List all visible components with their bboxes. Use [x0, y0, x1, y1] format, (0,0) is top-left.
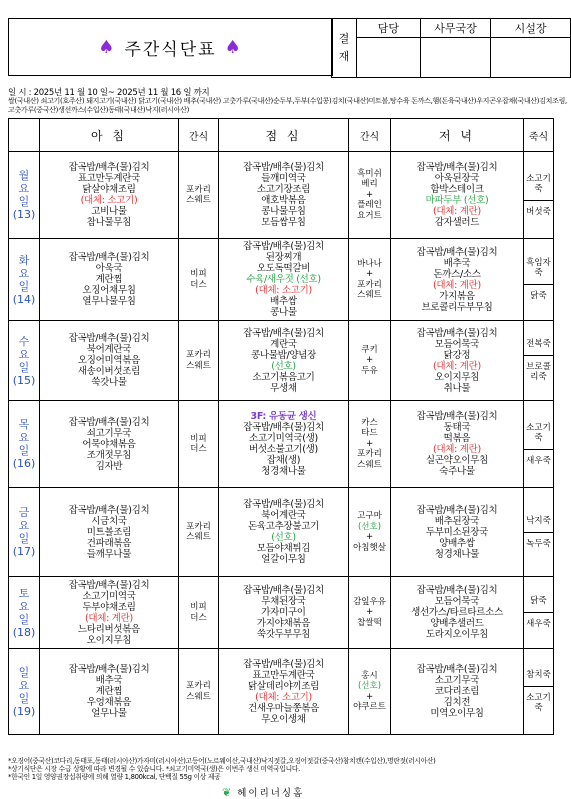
menu-item: 야쿠르트: [353, 702, 386, 712]
snack-pm-cell: [349, 401, 391, 488]
menu-item: 배추국: [443, 257, 471, 269]
menu-item: +: [365, 269, 374, 279]
menu-item: 들깨미역국: [261, 173, 306, 184]
menu-item: 쑥갓나물: [91, 377, 127, 388]
menu-item: 콩나물무침: [261, 206, 306, 217]
col-lunch: 점 심: [219, 119, 349, 152]
menu-item: 버섯소불고기(생): [249, 444, 318, 455]
menu-item: (선호): [271, 532, 296, 543]
snack-am-cell: [179, 488, 219, 577]
lunch-cell: [219, 577, 349, 649]
sign-box: [420, 38, 490, 78]
menu-item: 아욱국: [95, 263, 123, 274]
day-label-char: 요: [18, 599, 30, 613]
menu-item: 잡채(생): [266, 455, 301, 466]
porridge-item: 낙지죽: [526, 515, 551, 526]
lunch-cell: [219, 401, 349, 488]
menu-item: 얼무나물: [91, 708, 127, 719]
menu-item: 잡곡밥/배추(물)김치: [416, 664, 498, 675]
day-label-char: 일: [18, 279, 30, 293]
menu-item: 포카리: [357, 449, 382, 460]
menu-item: 소고기무국: [434, 675, 480, 686]
menu-day-row: [9, 239, 554, 321]
menu-item: 타드: [361, 428, 378, 439]
menu-item: 시금치국: [91, 515, 127, 527]
menu-item: 찹쌀떡: [357, 617, 382, 628]
footnote: *오징어(중국산)코다리,동태포,동태(러시아산)가자미(러시아산)고등어(노르웨이산,국내산)낙지젓갈,오징어젓갈(중국산)참치캔(수입산),명란젓(러시아산): [8, 757, 436, 765]
menu-item: 모듬어묵국: [434, 338, 480, 350]
breakfast-cell: [40, 649, 179, 735]
menu-item: 함박스테이크: [430, 184, 484, 195]
menu-item: +: [365, 532, 374, 542]
lunch-cell: [219, 239, 349, 321]
porridge-item: 소고기죽: [526, 693, 551, 713]
menu-item: 소고기장조림: [256, 184, 311, 195]
approver-secretary: 사무국장: [420, 19, 490, 38]
menu-item: (대체: 소고기): [255, 691, 312, 703]
approver-director: 시설장: [491, 19, 571, 38]
menu-item: 북어계란국: [86, 344, 132, 355]
snack-pm-cell: [349, 239, 391, 321]
breakfast-cell: [40, 401, 179, 488]
snack-am-cell: [179, 401, 219, 488]
menu-item: 수육/새우젓 (선호): [246, 274, 321, 285]
snack-pm-cell: [349, 321, 391, 401]
day-label: [9, 649, 40, 735]
day-label-char: 월: [18, 169, 30, 182]
menu-item: 느타리버섯볶음: [77, 623, 141, 635]
snack-item: 스웨트: [186, 532, 211, 542]
menu-item: 감자샐러드: [434, 217, 480, 228]
dinner-cell: [391, 649, 524, 735]
menu-item: 두부미소된장국: [425, 526, 489, 538]
porridge-item: 닭죽: [530, 596, 547, 606]
day-label: [9, 577, 40, 649]
menu-item: 우엉채볶음: [86, 697, 132, 708]
menu-item: (선호): [357, 521, 382, 532]
menu-item: 잡곡밥/배추(물)김치: [416, 411, 498, 422]
breakfast-cell: [40, 152, 179, 239]
day-label: [9, 488, 40, 577]
menu-item: 잡곡밥/배추(물)김치: [243, 327, 324, 339]
snack-item: 더스: [190, 444, 207, 454]
menu-item: 표고만두계란국: [77, 173, 141, 184]
menu-item: 오도독떡갈비: [256, 263, 311, 274]
menu-item: 잡곡밥/배추(물)김치: [243, 499, 324, 510]
menu-item: 떡볶음: [443, 433, 471, 444]
menu-item: 열무나물무침: [82, 296, 136, 307]
menu-item: 닭강정: [443, 349, 471, 361]
origin-text: 쌀(국내산) 쇠고기(호주산) 돼지고기(국내산) 닭고기(국내산) 배추(국내산) 고춧가루(국내산)순두부,두부(수입콩)김치(국내산)미트볼,탕수육 돈까스,햄(돈육국내산)우지곤우잡채(국내산)김치조림,고춧가루(중국산)생선까스(수입산)동태(국내산)낙지(러시아산): [8, 97, 567, 114]
title-box: [8, 18, 333, 76]
day-label-char: 일: [18, 360, 30, 374]
menu-item: 스웨트: [357, 290, 382, 300]
menu-item: (대체: 계란): [433, 279, 481, 291]
col-breakfast: 아 침: [40, 119, 179, 152]
porridge-item: 전복죽: [526, 339, 551, 349]
snack-pm-cell: [349, 152, 391, 239]
menu-item: 포카리: [357, 279, 382, 290]
menu-item: 잡곡밥/배추(물)김치: [68, 162, 150, 173]
menu-item: 동태국: [443, 422, 471, 433]
menu-item: 플레인: [357, 200, 382, 211]
porridge-cell: [524, 401, 554, 488]
corner-cell: [9, 119, 40, 152]
menu-item: 잡곡밥/배추(물)김치: [243, 658, 324, 670]
menu-item: 코다리조림: [434, 686, 480, 697]
day-label: [9, 152, 40, 239]
footnote: *상기식단은 시장 수급 상황에 따라 변경될 수 있습니다. *쇠고기미역국(생)은 이번주 생신 미역국입니다.: [8, 765, 300, 773]
snack-am-cell: [179, 321, 219, 401]
menu-item: 가자미구이: [261, 607, 306, 618]
menu-item: 두유: [361, 365, 378, 376]
menu-item: 돈까스/소스: [433, 268, 481, 280]
menu-item: 청경채나물: [434, 548, 480, 560]
menu-item: 계란국: [270, 338, 297, 350]
menu-item: 스웨트: [357, 459, 382, 470]
day-label-char: 요: [18, 347, 30, 361]
menu-day-row: [9, 401, 554, 488]
snack-pm-cell: [349, 649, 391, 735]
menu-item: (대체: 소고기): [255, 285, 312, 296]
day-label-char: 일: [18, 691, 30, 705]
menu-item: 쑥갓두부무침: [256, 629, 311, 640]
porridge-item: 새우죽: [526, 619, 551, 629]
day-label-char: 요: [18, 431, 30, 444]
menu-item: 계란찜: [95, 686, 123, 697]
porridge-cell: [524, 577, 554, 649]
leaf-logo-icon: ❦: [222, 785, 234, 799]
menu-day-row: [9, 577, 554, 649]
menu-item: (대체: 계란): [433, 206, 481, 217]
day-label-char: 요: [18, 519, 30, 532]
menu-day-row: [9, 488, 554, 577]
menu-item: 잡곡밥/배추(물)김치: [243, 241, 324, 252]
menu-item: 아욱된장국: [434, 173, 480, 184]
menu-header-row: [9, 119, 554, 152]
menu-item: 김치전: [443, 697, 471, 708]
menu-item: 실곤약오이무침: [425, 455, 489, 466]
menu-item: 소고기미역국: [82, 590, 136, 602]
menu-item: 잡곡밥/배추(물)김치: [68, 416, 150, 428]
approver-staff: 담당: [356, 19, 420, 38]
menu-table: [8, 118, 554, 735]
menu-item: 건새우마늘쫑볶음: [247, 702, 320, 714]
menu-item: 잡곡밥/배추(물)김치: [243, 585, 324, 596]
dinner-cell: [391, 321, 524, 401]
menu-item: 취나물: [443, 382, 471, 394]
breakfast-cell: [40, 488, 179, 577]
menu-item: 배추쌈: [270, 296, 297, 307]
day-label-char: (13): [12, 208, 36, 221]
menu-item: 잡곡밥/배추(물)김치: [68, 664, 150, 675]
menu-item: 들깨무나물: [86, 548, 132, 560]
porridge-item: 흑임자죽: [526, 258, 551, 278]
menu-item: 잡곡밥/배추(물)김치: [416, 327, 498, 339]
day-label-char: (17): [12, 545, 36, 558]
menu-item: 고구마: [357, 511, 382, 521]
porridge-item: 버섯죽: [526, 206, 551, 217]
menu-item: 계란찜: [95, 274, 123, 285]
day-label-char: (15): [12, 373, 36, 387]
day-label: [9, 239, 40, 321]
menu-item: 모듬야채튀김: [256, 543, 311, 554]
day-label-char: 수: [18, 334, 30, 348]
menu-item: 감잎우유: [353, 596, 386, 607]
menu-item: 바나나: [357, 258, 382, 269]
breakfast-cell: [40, 239, 179, 321]
menu-item: 새송이버섯조림: [77, 366, 141, 377]
snack-am-cell: [179, 239, 219, 321]
dinner-cell: [391, 239, 524, 321]
menu-item: 잡곡밥/배추(물)김치: [243, 422, 324, 433]
day-label-char: 화: [18, 253, 30, 267]
porridge-cell: [524, 321, 554, 401]
day-label-char: 일: [18, 195, 30, 208]
menu-item: 배추된장국: [434, 515, 480, 527]
menu-item: (대체: 계란): [85, 612, 133, 624]
menu-item: +: [365, 607, 374, 618]
menu-item: 잡곡밥/배추(물)김치: [416, 504, 498, 516]
day-label-char: 금: [18, 506, 30, 519]
snack-pm-cell: [349, 488, 391, 577]
porridge-cell: [524, 649, 554, 735]
day-label-char: 요: [18, 182, 30, 195]
dinner-cell: [391, 401, 524, 488]
menu-item: (대체: 소고기): [80, 195, 138, 206]
menu-item: 도라지오이무침: [425, 629, 489, 640]
menu-item: 아침햇살: [353, 542, 386, 553]
menu-item: 오이지무침: [86, 634, 132, 646]
approval-table: [331, 18, 571, 78]
menu-day-row: [9, 321, 554, 401]
snack-item: 스웨트: [186, 691, 211, 702]
footnote: *한국인 1일 영양권장섭취량에 의해 열량 1,800kcal, 단백질 55g 이상 제공: [8, 773, 221, 781]
brand-footer: [222, 785, 304, 799]
snack-item: 포카리: [186, 350, 211, 360]
menu-item: (대체: 계란): [433, 444, 481, 455]
footnotes: [8, 757, 568, 781]
snack-item: 포카리: [186, 681, 211, 691]
menu-item: 베리: [361, 179, 378, 190]
menu-item: 양배추샐러드: [430, 618, 484, 629]
menu-item: 얼갈이무침: [261, 554, 306, 565]
menu-item: +: [365, 189, 374, 200]
menu-item: 미트볼조림: [86, 526, 132, 538]
menu-item: (대체: 계란): [433, 360, 481, 372]
menu-item: 잡곡밥/배추(물)김치: [68, 504, 150, 516]
menu-item: 잡곡밥/배추(물)김치: [68, 252, 150, 263]
menu-item: 청경채나물: [261, 466, 306, 477]
day-label-char: (16): [12, 457, 36, 470]
snack-pm-cell: [349, 577, 391, 649]
menu-item: 건파래볶음: [86, 537, 132, 549]
col-snack-am: 간식: [179, 119, 219, 152]
day-label-char: 일: [18, 665, 30, 679]
dinner-cell: [391, 577, 524, 649]
menu-item: 잡곡밥/배추(물)김치: [243, 162, 324, 173]
lunch-cell: [219, 152, 349, 239]
menu-item: 애호박볶음: [261, 195, 306, 206]
snack-item: 스웨트: [186, 360, 211, 371]
menu-item: 김자반: [95, 460, 123, 472]
lunch-cell: [219, 649, 349, 735]
menu-item: 소고기볶음고기: [252, 371, 315, 383]
approval-label: 결 재: [332, 19, 357, 78]
day-label: [9, 401, 40, 488]
menu-item: 생선가스/타르타르소스: [411, 607, 503, 618]
menu-item: 된장찌개: [265, 252, 302, 263]
menu-item: 오징어미역볶음: [77, 355, 141, 366]
menu-item: 3F: 유동균 생신: [250, 411, 317, 422]
day-label-char: 토: [18, 586, 30, 600]
menu-item: 모듬어묵국: [434, 596, 480, 607]
snack-item: 더스: [190, 279, 207, 290]
page-title: 주간식단표: [124, 39, 217, 60]
menu-item: 미역오이무침: [430, 708, 484, 719]
snack-item: 비피: [190, 602, 207, 612]
menu-item: 닭살데리야끼조림: [247, 680, 320, 692]
menu-item: 잡곡밥/배추(물)김치: [68, 333, 150, 344]
porridge-cell: [524, 239, 554, 321]
menu-item: 무채된장국: [261, 596, 306, 607]
menu-item: 쿠키: [361, 344, 378, 355]
dinner-cell: [391, 152, 524, 239]
porridge-item: 닭죽: [530, 291, 547, 301]
menu-item: 잡곡밥/배추(물)김치: [68, 579, 150, 591]
day-label-char: (18): [12, 625, 36, 639]
spade-icon: ♠: [224, 36, 243, 58]
snack-item: 포카리: [186, 184, 211, 195]
porridge-item: 브로콜리죽: [526, 362, 551, 382]
spade-icon: ♠: [98, 36, 117, 58]
menu-item: 조개젓무침: [86, 449, 132, 461]
col-dinner: 저 녁: [391, 119, 524, 152]
menu-item: 양배추쌈: [439, 537, 475, 549]
menu-item: 콩나물: [270, 307, 297, 318]
brand-name: 헤이리너싱홈: [237, 788, 305, 799]
menu-item: 무오이생채: [261, 713, 306, 725]
menu-day-row: [9, 649, 554, 735]
menu-item: 닭살야채조림: [82, 184, 136, 195]
menu-item: 가지볶음: [439, 290, 475, 302]
menu-item: 홍시: [361, 670, 378, 681]
breakfast-cell: [40, 321, 179, 401]
lunch-cell: [219, 321, 349, 401]
porridge-cell: [524, 488, 554, 577]
menu-day-row: [9, 152, 554, 239]
menu-item: 콩나물밥/양념장: [250, 349, 317, 361]
menu-item: 배추국: [95, 675, 123, 686]
menu-item: 북어계란국: [261, 510, 306, 521]
col-snack-pm: 간식: [349, 119, 391, 152]
menu-item: 소고기미역국(생): [249, 433, 318, 444]
lunch-cell: [219, 488, 349, 577]
dinner-cell: [391, 488, 524, 577]
menu-item: 잡곡밥/배추(물)김치: [416, 162, 498, 173]
day-label-char: 요: [18, 266, 30, 280]
snack-item: 스웨트: [186, 195, 211, 205]
porridge-item: 새우죽: [526, 455, 551, 466]
menu-item: 참나물무침: [86, 217, 132, 228]
menu-item: 고비나물: [91, 206, 127, 217]
menu-item: 카스: [361, 417, 378, 428]
snack-am-cell: [179, 649, 219, 735]
period-text: 일 시 : 2025년 11 월 10 일~ 2025년 11 월 16 일 까지: [8, 88, 210, 98]
menu-item: 브로콜리두부무침: [421, 301, 493, 313]
day-label-char: 일: [18, 612, 30, 626]
sign-box: [356, 38, 420, 78]
menu-item: 어묵야채볶음: [82, 438, 136, 450]
snack-item: 더스: [190, 612, 207, 623]
menu-item: 두부야채조림: [82, 601, 136, 613]
col-porridge: 죽식: [524, 119, 554, 152]
snack-item: 포카리: [186, 521, 211, 532]
day-label-char: 일: [18, 444, 30, 457]
menu-item: 잡곡밥/배추(물)김치: [416, 246, 498, 258]
day-label-char: (19): [12, 704, 36, 718]
menu-item: 마파두부 (선호): [425, 195, 489, 206]
menu-item: 흑미쉬: [357, 168, 382, 179]
day-label-char: (14): [12, 292, 36, 306]
day-label-char: 일: [18, 532, 30, 545]
menu-item: +: [365, 691, 374, 702]
snack-item: 비피: [190, 269, 207, 279]
menu-item: +: [365, 438, 374, 449]
porridge-item: 소고기죽: [526, 422, 551, 443]
menu-item: 오이지무침: [434, 371, 480, 383]
menu-item: 모듬쌈무침: [261, 217, 306, 228]
porridge-item: 녹두죽: [526, 538, 551, 549]
menu-item: 무생채: [270, 382, 297, 394]
snack-am-cell: [179, 577, 219, 649]
porridge-item: 소고기죽: [526, 173, 551, 194]
menu-item: 요거트: [357, 210, 382, 221]
porridge-item: 참치죽: [526, 670, 551, 680]
menu-item: 쇠고기무국: [86, 427, 132, 439]
day-label-char: 목: [18, 418, 30, 431]
menu-item: 숙주나물: [439, 466, 475, 477]
menu-item: +: [365, 355, 374, 366]
snack-item: 비피: [190, 433, 207, 444]
snack-am-cell: [179, 152, 219, 239]
menu-item: 가지야채볶음: [256, 618, 311, 629]
day-label: [9, 321, 40, 401]
menu-item: 오징어채무침: [82, 285, 136, 296]
breakfast-cell: [40, 577, 179, 649]
sign-box: [491, 38, 571, 78]
menu-item: 표고만두계란국: [252, 669, 315, 681]
menu-item: (선호): [271, 360, 296, 372]
day-label-char: 요: [18, 678, 30, 692]
menu-item: 돈육고추장불고기: [247, 521, 320, 532]
menu-item: (선호): [357, 681, 382, 691]
porridge-cell: [524, 152, 554, 239]
menu-item: 잡곡밥/배추(물)김치: [416, 585, 498, 596]
